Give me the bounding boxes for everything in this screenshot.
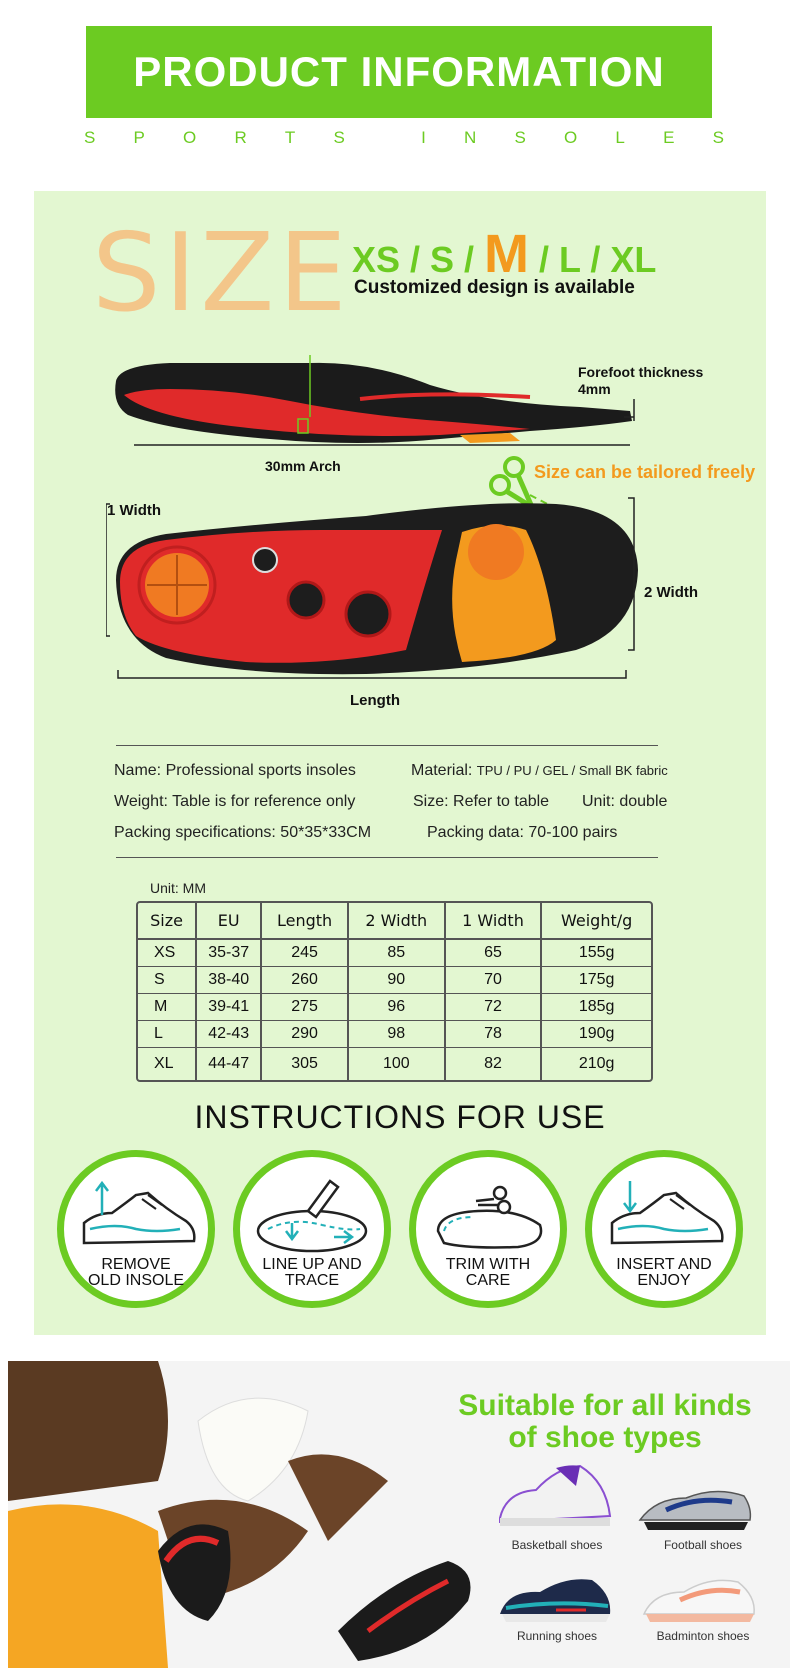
table-cell: 82 — [445, 1047, 542, 1080]
table-header-cell: Size — [138, 903, 196, 939]
table-cell: 210g — [578, 1054, 615, 1072]
shoe-caption: Running shoes — [516, 1629, 598, 1643]
step-label-line2: OLD INSOLE — [87, 1272, 185, 1289]
table-cell: S — [138, 966, 196, 993]
step-line-up-and-trace — [233, 1150, 391, 1308]
subtitle-sports-insoles — [84, 128, 724, 148]
info-packing-data: Packing data: 70-100 pairs — [427, 824, 618, 841]
step-insert-and-enjoy — [585, 1150, 743, 1308]
table-cell: 275 — [261, 993, 348, 1020]
scissors-trim-icon — [428, 1173, 550, 1257]
table-row — [138, 1047, 651, 1080]
customized-note: Customized design is available — [354, 277, 635, 298]
divider — [116, 745, 658, 746]
table-cell: 98 — [348, 1020, 445, 1047]
size-table — [136, 901, 653, 1082]
info-material — [411, 762, 668, 780]
forefoot-label: Forefoot thickness — [578, 364, 704, 380]
table-cell: 96 — [348, 993, 445, 1020]
step-label — [64, 1257, 208, 1289]
divider — [116, 857, 658, 858]
shoe-remove-icon — [76, 1173, 198, 1253]
tailor-note: Size can be tailored freely — [534, 462, 756, 482]
table-cell: 100 — [348, 1047, 445, 1080]
step-label — [416, 1257, 560, 1289]
subtitle-letter: R — [234, 128, 247, 147]
subtitle-letter: O — [183, 128, 197, 147]
info-size: Size: Refer to table — [413, 793, 550, 810]
suitable-title-line2: of shoe types — [508, 1421, 702, 1454]
size-options-highlight: M — [484, 224, 530, 284]
suitable-title — [420, 1390, 790, 1454]
length-label: Length — [350, 692, 400, 709]
table-cell: 78 — [445, 1020, 542, 1047]
subtitle-letter: I — [421, 128, 426, 147]
step-label-line2: TRACE — [284, 1272, 340, 1289]
table-cell: 70 — [445, 966, 542, 993]
step-remove-old-insole — [57, 1150, 215, 1308]
step-label-line1: LINE UP AND — [262, 1256, 362, 1273]
info-name: Name: Professional sports insoles — [114, 762, 356, 779]
forefoot-value: 4mm — [578, 381, 611, 397]
table-cell: XS — [138, 939, 196, 966]
badminton-shoe-image — [640, 1570, 760, 1630]
table-cell: 260 — [261, 966, 348, 993]
subtitle-letter: O — [564, 128, 578, 147]
table-cell: 39-41 — [196, 993, 261, 1020]
table-cell: M — [138, 993, 196, 1020]
step-label — [240, 1257, 384, 1289]
table-cell: 44-47 — [196, 1047, 261, 1080]
table-header-cell: Length — [261, 903, 348, 939]
header-banner — [86, 26, 712, 118]
subtitle-letter: T — [284, 128, 296, 147]
shoe-caption: Badminton shoes — [656, 1629, 750, 1643]
subtitle-letter: S — [514, 128, 526, 147]
table-cell: 72 — [445, 993, 542, 1020]
suitable-title-line1: Suitable for all kinds — [458, 1389, 752, 1422]
arch-label: 30mm Arch — [265, 458, 341, 474]
table-cell: 90 — [348, 966, 445, 993]
table-header-cell: EU — [196, 903, 261, 939]
step-label-line2: ENJOY — [637, 1272, 691, 1289]
size-options-suffix: / L / XL — [529, 239, 657, 280]
table-header-cell: 1 Width — [445, 903, 542, 939]
table-cell: 185g — [541, 993, 651, 1020]
size-options-prefix: XS / S / — [352, 239, 485, 280]
table-cell: 245 — [261, 939, 348, 966]
insole-top-view-image — [106, 490, 646, 690]
subtitle-letter: N — [464, 128, 477, 147]
width1-label: 1 Width — [107, 502, 162, 519]
subtitle-letter: L — [615, 128, 625, 147]
table-row — [138, 1020, 651, 1047]
table-cell: 155g — [541, 939, 651, 966]
subtitle-letter: P — [133, 128, 145, 147]
football-shoe-image — [636, 1478, 756, 1538]
table-cell: 305 — [261, 1047, 348, 1080]
table-cell: 85 — [348, 939, 445, 966]
table-cell: 65 — [445, 939, 542, 966]
basketball-shoe-image — [496, 1462, 616, 1532]
width2-label: 2 Width — [644, 584, 699, 601]
table-header-cell: Weight/g — [541, 903, 651, 939]
table-cell: 290 — [261, 1020, 348, 1047]
step-trim-with-care — [409, 1150, 567, 1308]
info-weight: Weight: Table is for reference only — [114, 793, 356, 810]
table-cell: 175g — [541, 966, 651, 993]
shoe-caption: Football shoes — [663, 1538, 743, 1552]
page-title: PRODUCT INFORMATION — [133, 48, 665, 95]
info-packing-spec: Packing specifications: 50*35*33CM — [114, 824, 372, 841]
running-shoe-image — [496, 1570, 616, 1630]
step-label-line1: REMOVE — [101, 1256, 171, 1273]
info-material-value: TPU / PU / GEL / Small BK fabric — [476, 763, 668, 778]
subtitle-letter: S — [84, 128, 96, 147]
table-unit-label: Unit: MM — [150, 880, 206, 896]
table-cell: 42-43 — [196, 1020, 261, 1047]
subtitle-letter: S — [333, 128, 345, 147]
subtitle-letter: S — [712, 128, 724, 147]
size-heading: SIZE — [92, 211, 351, 336]
subtitle-letter: E — [663, 128, 675, 147]
table-row — [138, 993, 651, 1020]
insole-side-view-image — [110, 355, 640, 455]
table-header-cell: 2 Width — [348, 903, 445, 939]
shoe-caption: Basketball shoes — [511, 1538, 603, 1552]
step-label — [592, 1257, 736, 1289]
step-label-line1: INSERT AND — [616, 1256, 712, 1273]
instructions-title: INSTRUCTIONS FOR USE — [194, 1099, 606, 1135]
info-unit: Unit: double — [582, 793, 668, 810]
table-row — [138, 939, 651, 966]
table-row — [138, 966, 651, 993]
step-label-line1: TRIM WITH — [445, 1256, 531, 1273]
info-material-label: Material: — [411, 762, 477, 779]
table-cell: XL — [138, 1047, 196, 1080]
table-cell: 190g — [541, 1020, 651, 1047]
table-header-row — [138, 903, 651, 939]
table-cell: 38-40 — [196, 966, 261, 993]
step-label-line2: CARE — [465, 1272, 511, 1289]
shoe-insert-icon — [604, 1173, 726, 1253]
pencil-trace-icon — [252, 1173, 374, 1257]
table-cell: 35-37 — [196, 939, 261, 966]
table-cell: L — [138, 1020, 196, 1047]
